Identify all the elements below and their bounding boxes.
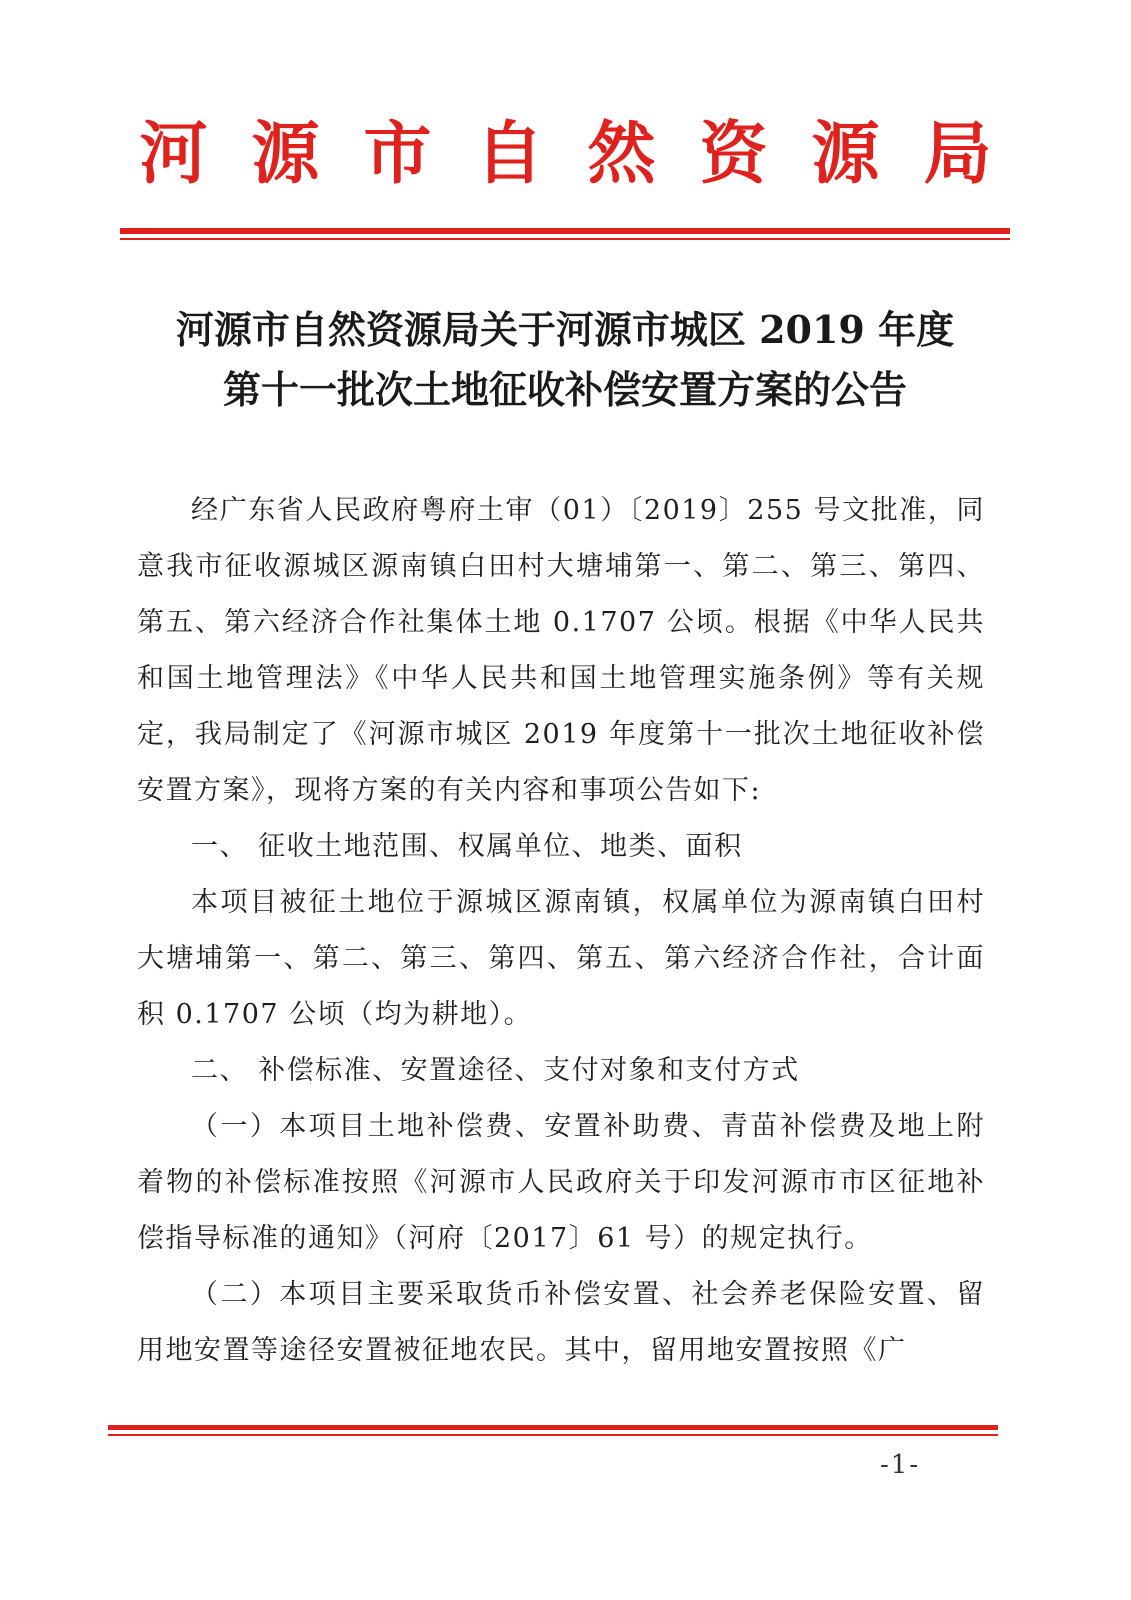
footer-divider-thin (108, 1434, 998, 1436)
header-divider-thin (120, 238, 1010, 240)
page-number: -1- (880, 1450, 921, 1480)
body-paragraph-land-scope: 本项目被征土地位于源城区源南镇，权属单位为源南镇白田村大塘埔第一、第二、第三、第四、第五、第六经济合作社，合计面积 0.1707 公顷（均为耕地）。 (137, 887, 985, 1030)
body-paragraph-compensation-standard: （一）本项目土地补偿费、安置补助费、青苗补偿费及地上附着物的补偿标准按照《河源市人民政府关于印发河源市市区征地补偿指导标准的通知》（河府〔2017〕61 号）的规定执行。 (137, 1111, 985, 1254)
section-heading-1: 一、 征收土地范围、权属单位、地类、面积 (191, 831, 743, 862)
body-paragraph-intro: 经广东省人民政府粤府土审（01）〔2019〕255 号文批准，同意我市征收源城区源南镇白田村大塘埔第一、第二、第三、第四、第五、第六经济合作社集体土地 0.1707 公顷。根据《中华人民共和国土地管理法》《中华人民共和国土地管理实施条例》等有关规定，我局制定了《河源市城区 2019 年度第十一批次土地征收补偿安置方案》，现将方案的有关内容和事项公告如下: (137, 495, 985, 806)
footer-divider-thick (108, 1425, 998, 1430)
letterhead-agency-name: 河源市自然资源局 (139, 114, 1036, 194)
document-title (120, 300, 1010, 420)
document-body (137, 483, 985, 1379)
header-divider-thick (120, 228, 1010, 234)
body-paragraph-resettlement: （二）本项目主要采取货币补偿安置、社会养老保险安置、留用地安置等途径安置被征地农民。其中，留用地安置按照《广 (137, 1279, 985, 1366)
document-title-line-1: 河源市自然资源局关于河源市城区 2019 年度 (175, 307, 955, 352)
section-heading-2: 二、 补偿标准、安置途径、支付对象和支付方式 (191, 1055, 800, 1086)
document-title-line-2: 第十一批次土地征收补偿安置方案的公告 (222, 367, 907, 412)
